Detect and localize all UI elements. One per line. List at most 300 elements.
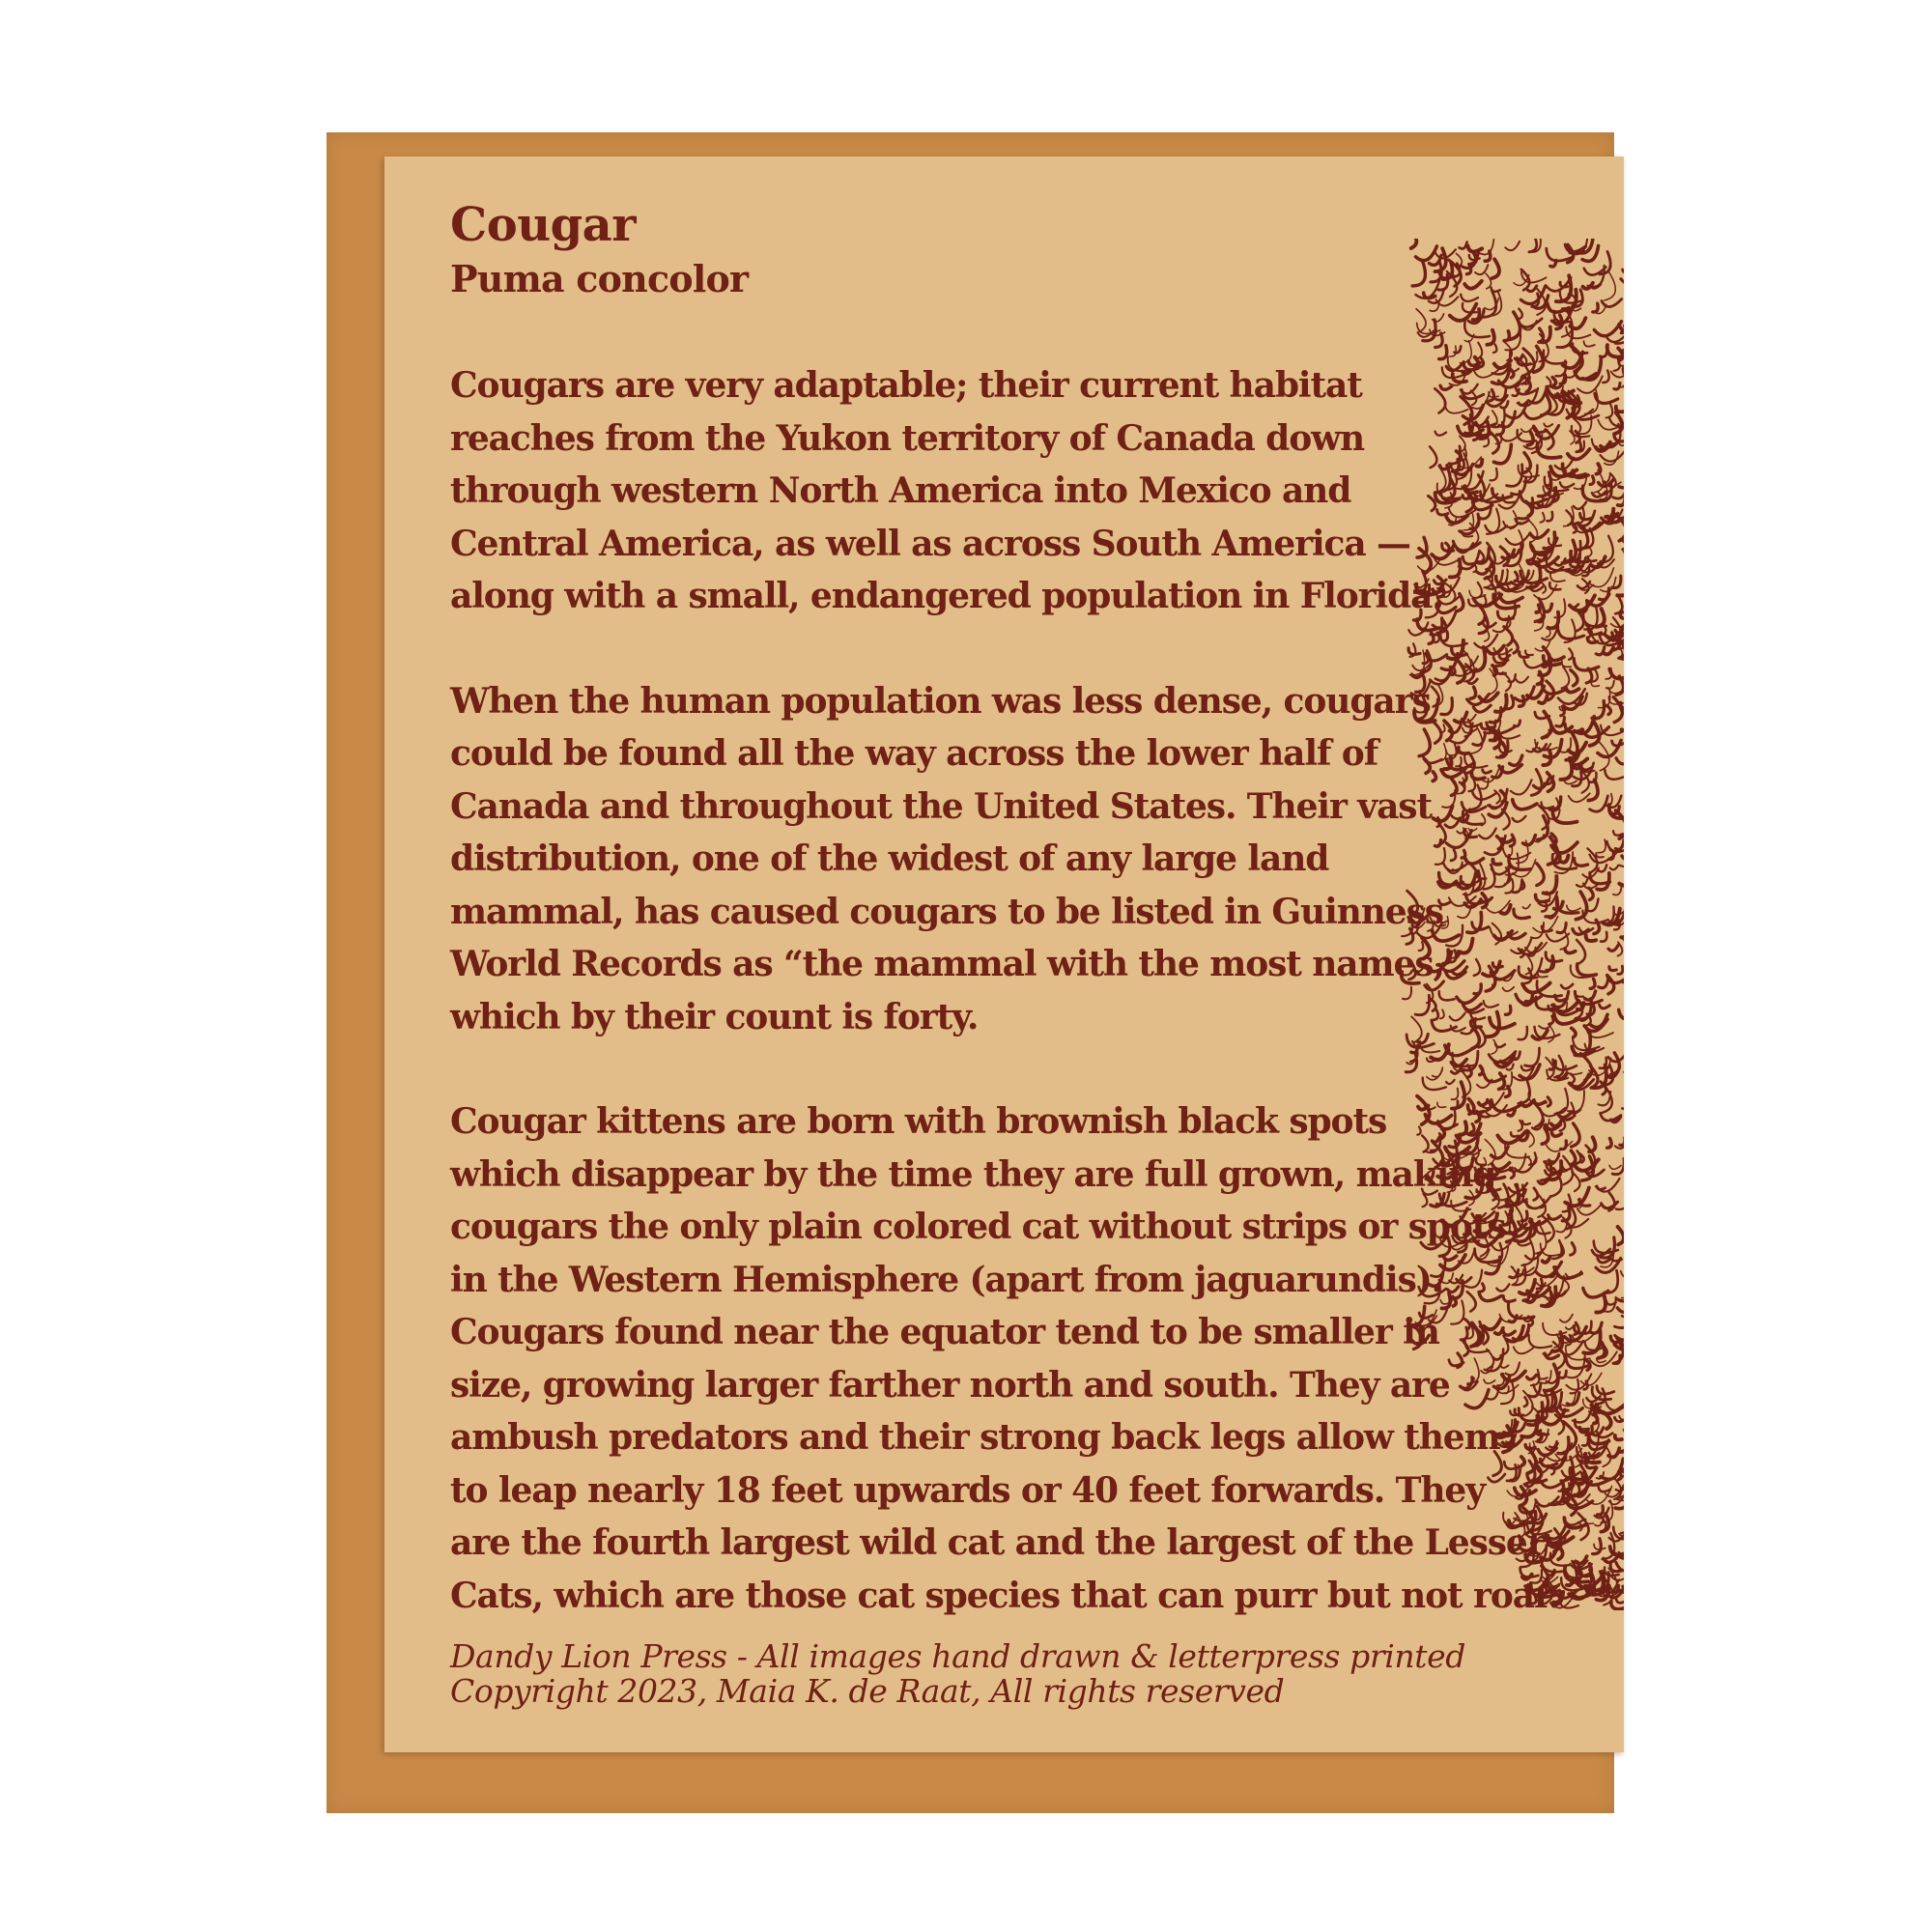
fur-stroke [1589, 888, 1593, 899]
fur-stroke [1437, 510, 1448, 515]
fur-stroke [1605, 509, 1613, 518]
fur-stroke [1538, 1599, 1551, 1605]
fur-stroke [1613, 831, 1623, 836]
fur-stroke [1598, 740, 1621, 756]
fur-stroke [1624, 937, 1625, 943]
fur-stroke [1445, 403, 1468, 413]
card-subtitle: Puma concolor [450, 257, 749, 300]
fur-stroke [1455, 713, 1467, 723]
fur-stroke [1432, 720, 1441, 743]
fur-stroke [1419, 1287, 1446, 1296]
fur-stroke [1539, 696, 1548, 703]
fur-stroke [1619, 1471, 1622, 1479]
fur-stroke [1519, 309, 1522, 319]
paragraph-line: Central America, as well as across South America — [450, 523, 1410, 564]
fur-stroke [1571, 1151, 1576, 1165]
fur-stroke [1452, 1089, 1459, 1100]
fur-stroke [1437, 1102, 1446, 1107]
fur-stroke [1514, 909, 1529, 918]
fur-stroke [1460, 1122, 1466, 1134]
fur-stroke [1423, 1194, 1428, 1207]
fur-stroke [1495, 1044, 1505, 1047]
fur-stroke [1412, 260, 1425, 286]
paragraph-line: Cougars found near the equator tend to be smaller in [450, 1312, 1439, 1352]
fur-stroke [1486, 966, 1495, 991]
fur-stroke [1527, 686, 1544, 697]
fur-stroke [1554, 798, 1558, 809]
fur-stroke [1438, 900, 1450, 905]
fur-stroke [1542, 802, 1554, 808]
fur-stroke [1562, 667, 1570, 688]
paragraph-line: distribution, one of the widest of any large land [450, 838, 1329, 879]
fur-stroke [1560, 482, 1574, 487]
fur-stroke [1568, 1091, 1584, 1112]
fur-stroke [1492, 259, 1499, 278]
paragraph-line: are the fourth largest wild cat and the largest of the Lesser [450, 1522, 1545, 1563]
fur-stroke [1522, 1121, 1530, 1124]
fur-stroke [1513, 800, 1537, 810]
fur-stroke [1536, 605, 1540, 612]
fur-stroke [1527, 432, 1533, 445]
fur-stroke [1570, 431, 1575, 444]
cougar-fur-illustration [1384, 239, 1624, 1610]
fur-stroke [1489, 803, 1507, 817]
fur-stroke [1432, 1020, 1456, 1031]
fur-stroke [1619, 875, 1624, 886]
card-text [450, 195, 1560, 1710]
fur-stroke [1479, 1292, 1501, 1300]
fur-stroke [1576, 892, 1586, 920]
fur-stroke [1506, 603, 1516, 619]
fur-stroke [1451, 779, 1457, 795]
fur-stroke [1547, 934, 1569, 942]
publisher-credit [450, 1639, 1474, 1709]
fur-stroke [1476, 563, 1492, 574]
fur-stroke [1552, 378, 1555, 385]
fur-stroke [1567, 905, 1581, 911]
fur-stroke [1566, 732, 1577, 760]
fur-stroke [1511, 780, 1532, 794]
fur-stroke [1572, 1123, 1580, 1147]
fur-stroke [1503, 1331, 1515, 1335]
fur-stroke [1493, 345, 1496, 353]
fur-stroke [1571, 1243, 1576, 1256]
fur-stroke [1593, 303, 1598, 312]
fur-stroke [1465, 1390, 1489, 1408]
fur-stroke [1494, 790, 1500, 803]
fur-stroke [1416, 246, 1437, 261]
fur-stroke [1480, 552, 1484, 562]
fur-stroke [1541, 513, 1545, 523]
fur-stroke [1422, 1136, 1428, 1152]
fur-stroke [1457, 993, 1480, 1003]
fur-stroke [1480, 1066, 1483, 1075]
fur-stroke [1506, 533, 1530, 545]
paragraph-habitat [450, 359, 1474, 623]
fur-stroke [1468, 246, 1483, 252]
paragraph-line: could be found all the way across the lower half of [450, 733, 1378, 774]
fur-stroke [1434, 806, 1453, 821]
paragraph-line: to leap nearly 18 feet upwards or 40 feet forwards. They [450, 1469, 1486, 1511]
fur-stroke [1576, 991, 1583, 997]
fur-stroke [1615, 1435, 1622, 1439]
fur-stroke [1527, 1157, 1531, 1166]
fur-stroke [1500, 1365, 1508, 1368]
fur-stroke [1497, 611, 1513, 620]
fur-stroke [1596, 1179, 1620, 1192]
fur-stroke [1463, 1004, 1482, 1010]
fur-stroke [1448, 1287, 1459, 1293]
fur-stroke [1446, 1080, 1455, 1084]
fur-stroke [1606, 681, 1614, 689]
card-title: Cougar [450, 198, 637, 252]
fur-stroke [1619, 1009, 1624, 1019]
fur-stroke [1459, 748, 1468, 754]
fur-stroke [1605, 770, 1624, 780]
fur-stroke [1616, 756, 1624, 764]
fur-stroke [1490, 927, 1518, 938]
fur-stroke [1415, 995, 1429, 1014]
fur-stroke [1596, 1296, 1605, 1313]
fur-stroke [1474, 959, 1480, 976]
paragraph-line: which disappear by the time they are full grown, making [450, 1153, 1496, 1195]
fur-stroke [1555, 1267, 1581, 1279]
fur-stroke [1440, 920, 1448, 923]
fur-stroke [1534, 1188, 1538, 1201]
fur-stroke [1492, 1163, 1510, 1170]
fur-stroke [1498, 1184, 1508, 1208]
fur-stroke [1601, 932, 1606, 942]
paragraph-line: Cougars are very adaptable; their current habitat [450, 365, 1362, 406]
fur-stroke [1403, 987, 1411, 1000]
paragraph-line: size, growing larger farther north and south. They are [450, 1364, 1450, 1406]
fur-stroke [1419, 1313, 1433, 1318]
fur-stroke [1542, 1128, 1548, 1145]
fur-stroke [1584, 341, 1595, 346]
paragraph-kittens [450, 1095, 1560, 1622]
fur-stroke [1496, 389, 1506, 400]
fur-stroke [1427, 1070, 1442, 1080]
paragraph-line: reaches from the Yukon territory of Canada down [450, 417, 1365, 459]
fur-stroke [1596, 853, 1604, 857]
fur-stroke [1534, 347, 1544, 373]
fur-stroke [1598, 1506, 1604, 1515]
fur-stroke [1530, 530, 1548, 538]
fur-stroke [1598, 839, 1605, 853]
fur-stroke [1566, 688, 1579, 693]
fur-stroke [1561, 984, 1573, 989]
fur-stroke [1603, 371, 1608, 383]
fur-stroke [1610, 866, 1619, 870]
fur-stroke [1438, 577, 1444, 588]
greeting-card [384, 156, 1624, 1752]
fur-stroke [1515, 721, 1520, 726]
fur-stroke [1491, 469, 1497, 480]
fur-stroke [1588, 556, 1597, 561]
fur-stroke [1551, 1121, 1562, 1126]
fur-stroke [1580, 514, 1592, 520]
fur-stroke [1608, 946, 1618, 952]
fur-stroke [1550, 574, 1565, 582]
fur-stroke [1461, 384, 1478, 394]
fur-stroke [1430, 446, 1436, 468]
fur-stroke [1534, 1100, 1546, 1105]
fur-stroke [1574, 502, 1586, 509]
fur-stroke [1464, 281, 1482, 289]
fur-stroke [1569, 648, 1573, 659]
fur-stroke [1484, 1319, 1500, 1329]
fur-stroke [1472, 790, 1496, 799]
fur-stroke [1507, 465, 1522, 487]
fur-stroke [1616, 1599, 1624, 1603]
fur-stroke [1432, 687, 1439, 707]
fur-stroke [1525, 1048, 1540, 1066]
fur-stroke [1484, 291, 1496, 318]
fur-stroke [1440, 466, 1452, 469]
fur-stroke [1548, 303, 1569, 312]
fur-stroke [1524, 1397, 1527, 1406]
fur-stroke [1411, 1016, 1422, 1042]
fur-stroke [1456, 757, 1462, 766]
fur-stroke [1483, 623, 1495, 628]
fur-stroke [1505, 242, 1520, 250]
fur-stroke [1560, 1371, 1566, 1378]
fur-stroke [1467, 1292, 1476, 1311]
fur-stroke [1503, 1295, 1515, 1301]
fur-stroke [1609, 1165, 1621, 1169]
fur-stroke [1422, 1189, 1437, 1195]
fur-stroke [1419, 729, 1430, 756]
fur-stroke [1461, 295, 1478, 301]
fur-stroke [1609, 967, 1616, 971]
fur-stroke [1516, 994, 1542, 1003]
fur-stroke [1551, 1133, 1561, 1137]
fur-stroke [1561, 1141, 1567, 1150]
fur-stroke [1486, 273, 1492, 289]
paragraph-line: Cats, which are those cat species that can purr but not roar. [450, 1575, 1560, 1616]
fur-stroke [1621, 273, 1624, 284]
fur-stroke [1443, 863, 1468, 871]
fur-stroke [1490, 1018, 1515, 1029]
fur-stroke [1495, 1328, 1503, 1334]
fur-stroke [1450, 1013, 1465, 1021]
paragraph-line: ambush predators and their strong back legs allow them [450, 1417, 1500, 1458]
fur-stroke [1465, 1270, 1482, 1288]
fur-stroke [1417, 1127, 1420, 1135]
copyright-line: Copyright 2023, Maia K. de Raat, All rights reserved [450, 1672, 1285, 1710]
fur-stroke [1503, 987, 1515, 991]
fur-stroke [1614, 384, 1620, 390]
fur-stroke [1535, 895, 1548, 901]
fur-stroke [1503, 672, 1511, 691]
fur-stroke [1548, 1097, 1550, 1106]
fur-stroke [1413, 610, 1421, 620]
fur-stroke [1433, 772, 1435, 781]
paragraph-line: cougars the only plain colored cat without strips or spots [450, 1207, 1506, 1247]
fur-stroke [1493, 444, 1511, 464]
fur-stroke [1575, 859, 1588, 867]
fur-stroke [1607, 1139, 1611, 1149]
fur-stroke [1616, 407, 1624, 412]
paragraph-distribution [450, 675, 1474, 1044]
fur-stroke [1590, 872, 1610, 883]
fur-stroke [1606, 404, 1613, 417]
fur-stroke [1546, 277, 1571, 291]
fur-stroke [1487, 577, 1496, 605]
fur-stroke [1569, 793, 1590, 802]
fur-stroke [1561, 856, 1569, 863]
fur-stroke [1460, 341, 1471, 363]
fur-stroke [1582, 1438, 1588, 1446]
fur-stroke [1435, 388, 1445, 412]
fur-stroke [1590, 979, 1595, 988]
fur-stroke [1617, 1303, 1624, 1313]
fur-stroke [1451, 850, 1456, 861]
fur-stroke [1537, 864, 1544, 886]
fur-stroke [1623, 369, 1624, 381]
fur-stroke [1409, 239, 1416, 248]
fur-stroke [1605, 271, 1615, 300]
fur-stroke [1597, 464, 1601, 474]
fur-stroke [1594, 322, 1621, 336]
fur-stroke [1483, 770, 1492, 774]
fur-stroke [1571, 605, 1578, 608]
paragraph-line: When the human population was less dense, cougars [450, 680, 1431, 722]
fur-stroke [1514, 1347, 1535, 1353]
fur-stroke [1599, 979, 1608, 988]
fur-stroke [1607, 705, 1611, 714]
fur-stroke [1529, 1335, 1552, 1348]
fur-stroke [1621, 1510, 1624, 1534]
fur-stroke [1621, 1271, 1624, 1278]
fur-stroke [1565, 949, 1576, 953]
fur-stroke [1460, 242, 1467, 249]
paragraph-line: World Records as “the mammal with the most names,” [450, 944, 1463, 984]
paragraph-line: which by their count is forty. [450, 996, 979, 1037]
fur-stroke [1548, 1215, 1561, 1220]
fur-stroke [1618, 1227, 1624, 1245]
fur-stroke [1464, 857, 1483, 864]
fur-stroke [1501, 791, 1506, 803]
fur-stroke [1543, 1323, 1566, 1335]
fur-stroke [1527, 1375, 1537, 1379]
fur-stroke [1612, 1158, 1624, 1174]
fur-stroke [1475, 357, 1479, 369]
fur-stroke [1513, 816, 1526, 822]
paragraph-line: mammal, has caused cougars to be listed in Guinness [450, 891, 1443, 932]
fur-stroke [1549, 1441, 1557, 1447]
fur-stroke [1440, 385, 1452, 389]
fur-stroke [1599, 1487, 1610, 1492]
fur-stroke [1565, 724, 1583, 732]
fur-stroke [1623, 270, 1624, 272]
fur-stroke [1543, 1258, 1550, 1263]
fur-stroke [1622, 1285, 1624, 1298]
fur-stroke [1540, 1108, 1565, 1117]
fur-stroke [1419, 942, 1423, 951]
fur-stroke [1476, 582, 1482, 598]
fur-stroke [1529, 239, 1537, 252]
fur-stroke [1416, 696, 1427, 720]
fur-stroke [1458, 1163, 1471, 1169]
fur-stroke [1470, 687, 1475, 698]
fur-stroke [1603, 475, 1610, 482]
fur-stroke [1577, 964, 1597, 976]
fur-stroke [1600, 1005, 1610, 1009]
fur-stroke [1517, 677, 1529, 683]
fur-stroke [1560, 1315, 1573, 1322]
fur-stroke [1590, 476, 1594, 485]
fur-stroke [1619, 471, 1624, 488]
fur-stroke [1571, 1379, 1579, 1394]
fur-stroke [1593, 668, 1598, 681]
fur-stroke [1492, 860, 1500, 865]
fur-stroke [1485, 1140, 1495, 1166]
fur-stroke [1439, 991, 1455, 1000]
fur-stroke [1473, 705, 1491, 712]
fur-stroke [1613, 886, 1622, 895]
fur-stroke [1506, 1363, 1520, 1376]
fur-stroke [1523, 411, 1548, 419]
fur-stroke [1556, 718, 1565, 726]
fur-stroke [1446, 543, 1450, 552]
fur-stroke [1426, 1172, 1434, 1179]
fur-stroke [1590, 1066, 1598, 1089]
fur-stroke [1588, 266, 1605, 287]
fur-stroke [1505, 1006, 1510, 1014]
fur-stroke [1544, 424, 1552, 427]
fur-stroke [1557, 923, 1566, 932]
fur-stroke [1563, 294, 1569, 300]
fur-stroke [1523, 453, 1530, 473]
fur-stroke [1595, 1519, 1604, 1526]
paragraph-line: Canada and throughout the United States. Their vast [450, 785, 1432, 827]
fur-stroke [1549, 655, 1565, 661]
fur-stroke [1519, 1027, 1527, 1039]
fur-stroke [1571, 670, 1577, 686]
fur-stroke [1546, 1142, 1573, 1151]
fur-stroke [1479, 829, 1496, 839]
fur-stroke [1510, 1168, 1514, 1178]
fur-stroke [1617, 1287, 1624, 1301]
fur-stroke [1481, 1284, 1484, 1292]
fur-stroke [1440, 1009, 1444, 1018]
fur-stroke [1522, 904, 1530, 908]
fur-stroke [1511, 1132, 1519, 1136]
fur-stroke [1525, 651, 1533, 656]
paragraph-line: through western North America into Mexico and [450, 470, 1351, 511]
fur-stroke [1473, 733, 1486, 746]
fur-stroke [1599, 865, 1607, 871]
paragraph-line: Cougar kittens are born with brownish black spots [450, 1101, 1387, 1142]
fur-stroke [1462, 850, 1465, 858]
fur-stroke [1547, 512, 1552, 521]
fur-stroke [1618, 966, 1623, 974]
fur-stroke [1484, 1001, 1498, 1008]
fur-stroke [1600, 350, 1607, 357]
fur-stroke [1457, 594, 1463, 611]
fur-stroke [1407, 891, 1418, 917]
fur-stroke [1521, 1457, 1524, 1465]
fur-stroke [1421, 1236, 1447, 1249]
paragraph-line: along with a small, endangered population in Florida. [450, 576, 1443, 616]
fur-stroke [1531, 770, 1542, 796]
fur-stroke [1620, 1138, 1624, 1146]
fur-stroke [1618, 348, 1623, 360]
fur-stroke [1577, 878, 1588, 887]
paragraph-line: in the Western Hemisphere (apart from jaguarundis). [450, 1259, 1443, 1300]
credit-line: Dandy Lion Press - All images hand drawn & letterpress printed [450, 1637, 1466, 1675]
